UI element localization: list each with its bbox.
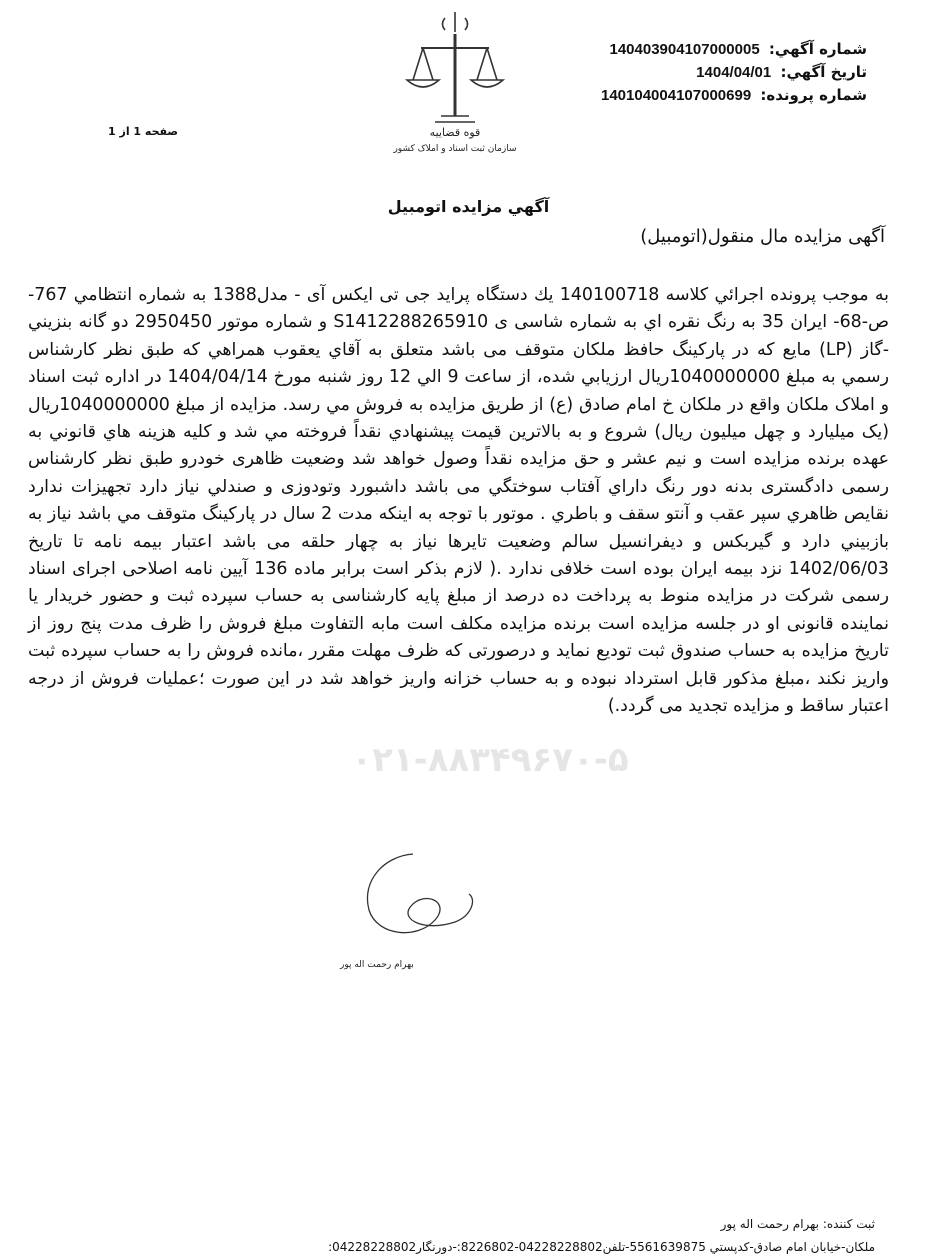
signature <box>355 850 485 950</box>
document-title: آگهي مزايده اتومبيل <box>387 197 550 216</box>
ad-number: 140403904107000005 <box>609 41 760 58</box>
ad-date-row <box>547 61 867 84</box>
page-number: صفحه 1 از 1 <box>108 125 179 138</box>
ad-number-label: شماره آگهي: <box>768 40 867 58</box>
footer-address: ملكان-خيابان امام صادق-كدپستي 5561639875-تلفن04228228802-8226802:-دورنگار04228228802: <box>328 1240 875 1254</box>
ad-date-label: تاريخ آگهي: <box>780 63 867 81</box>
ad-date: 1404/04/01 <box>696 64 772 81</box>
recorder-label: ثبت كننده: <box>822 1217 875 1231</box>
document-subtitle: آگهی مزایده مال منقول(اتومبیل) <box>640 226 885 247</box>
document-body: به موجب پرونده اجرائي كلاسه 140100718 يك دستگاه پرايد جی تی ایکس آی - مدل1388 به شماره انتظامي 767-ص-68- ايران 35 به رنگ نقره اي به شماره شاسی ی S1412288265910 و شماره موتور 2950450 دو گانه بنزيني -گاز (LP) مايع كه در پاركينگ حافظ ملكان متوقف می باشد متعلق به آقاي يعقوب همراهي كه طبق نظر كارشناس رسمي به مبلغ 1040000000ريال ارزيابي شده، از ساعت 9 الي 12 روز شنبه مورخ 1404/04/14 در اداره ثبت اسناد و املاک ملکان واقع در ملکان خ امام صادق (ع) از طريق مزايده به فروش مي رسد. مزايده از مبلغ 1040000000ريال (يک ميليارد و چهل ميليون ريال) شروع و به بالاترين قيمت پيشنهادي نقداً فروخته مي شد و كليه هزينه هاي قانوني به عهده برنده مزايده است و نيم عشر و حق مزايده نقداً وصول خواهد شد وضعیت ظاهری خودرو طبق نظر کارشناس رسمی دادگستری بدنه دور رنگ داراي آفتاب سوختگي می باشد داشبورد وتودوزی و صندلي نياز دارد تجهيزات ندارد نقايص ظاهري سپر عقب و آنتو سقف و باطري . موتور با توجه به اينكه مدت 2 سال در پاركينگ متوقف مي باشد نياز به بازبيني دارد و گيربكس و ديفرانسيل سالم وضعيت تايرها نياز به چهار حلقه می باشد اعتبار بيمه نامه تا تاريخ 1402/06/03 نزد بيمه ايران بوده است خلافی ندارد .( لازم بذكر است برابر ماده 136 آيين نامه اصلاحی اجرای اسناد رسمی شرکت در مزایده منوط به پرداخت ده درصد از مبلغ پایه کارشناسی به حساب سپرده ثبت و حضور خریدار یا نماینده قانونی او در جلسه مزایده است برنده مزایده مکلف است مابه التفاوت مبلغ فروش را ظرف مدت پنج روز از تاریخ مزایده به حساب صندوق ثبت تودیع نماید و درصورتی که ظرف مهلت مقرر ،مانده فروش را به حساب سپرده ثبت واریز نکند ،مبلغ مذکور قابل استرداد نبوده و به حساب خزانه واریز خواهد شد در این صورت ؛عملیات فروش از درجه اعتبار ساقط و مزایده تجدید می گردد.) <box>28 285 890 717</box>
case-number: 140104004107000699 <box>601 87 752 104</box>
recorder-row <box>721 1217 875 1231</box>
case-number-row <box>547 84 867 107</box>
case-number-label: شماره پرونده: <box>760 86 867 104</box>
emblem-caption-top: قوه قضاییه <box>429 126 481 139</box>
ad-meta-block <box>547 38 867 107</box>
signature-name: بهرام رحمت اله پور <box>340 960 414 970</box>
handwritten-signature-icon <box>355 850 485 950</box>
judiciary-emblem <box>385 4 525 154</box>
ad-number-row <box>547 38 867 61</box>
phone-watermark: ۰۲۱-۸۸۳۴۹۶۷۰-۵ <box>351 740 629 780</box>
emblem-caption-bottom: سازمان ثبت اسناد و املاک کشور <box>393 144 517 154</box>
recorder-name: بهرام رحمت اله پور <box>720 1217 820 1231</box>
scales-of-justice-icon <box>385 4 525 154</box>
